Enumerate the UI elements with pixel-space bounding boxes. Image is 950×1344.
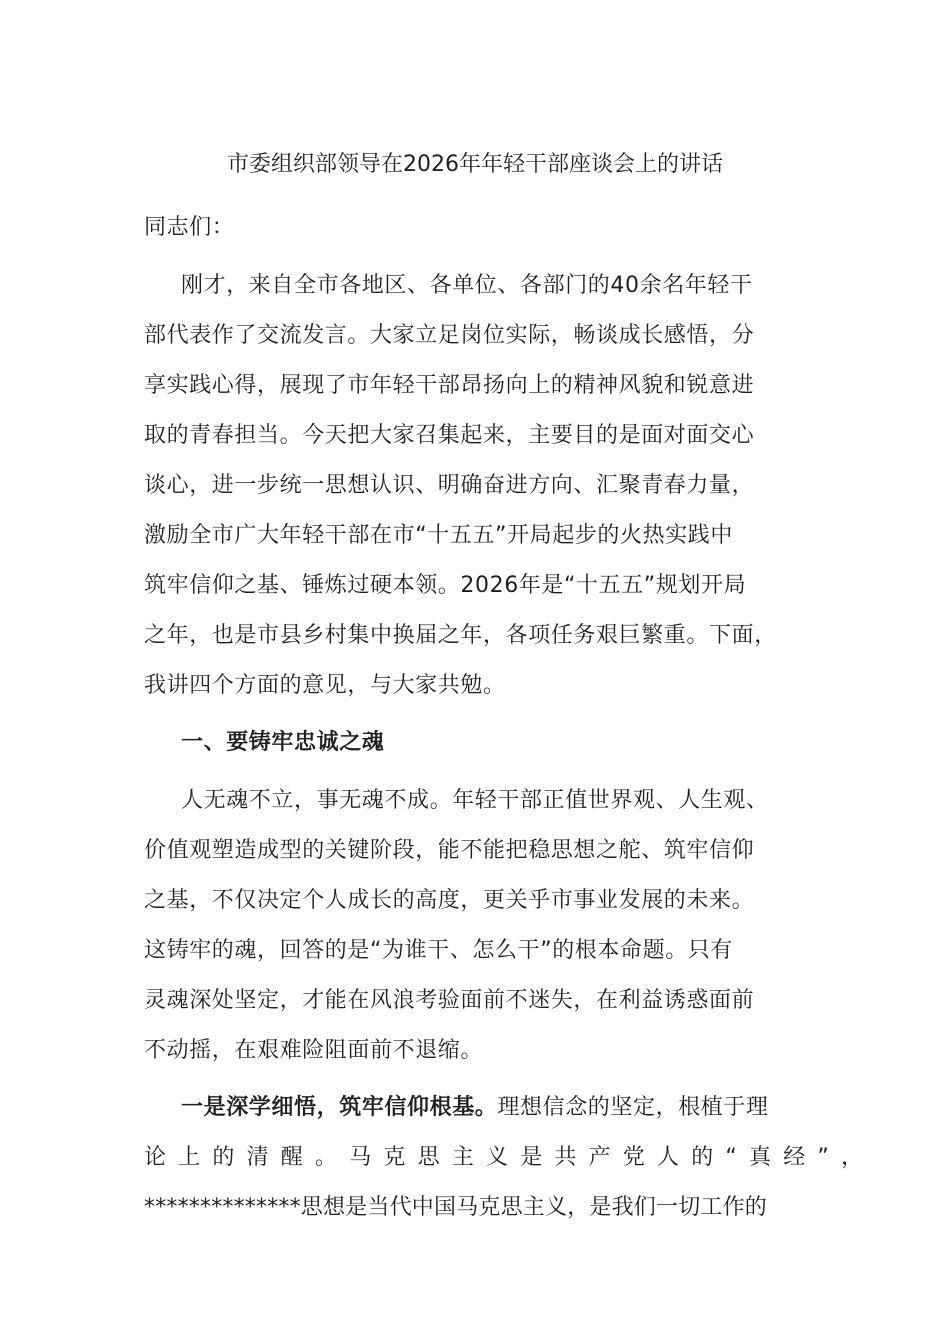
- point-line: **************思想是当代中国马克思主义，是我们一切工作的: [144, 1195, 768, 1220]
- point-paragraph-first-line: [181, 1093, 808, 1123]
- intro-line: 取的青春担当。今天把大家召集起来，主要目的是面对面交心: [144, 423, 755, 448]
- intro-line: 享实践心得，展现了市年轻干部昂扬向上的精神风貌和锐意进: [144, 373, 755, 398]
- document-title: 市委组织部领导在2026年年轻干部座谈会上的讲话: [227, 152, 723, 177]
- section-line: 价值观塑造成型的关键阶段，能不能把稳思想之舵、筑牢信仰: [144, 838, 755, 863]
- intro-line: 之年，也是市县乡村集中换届之年，各项任务艰巨繁重。下面，: [144, 623, 777, 648]
- section-line: 之基，不仅决定个人成长的高度，更关乎市事业发展的未来。: [144, 888, 755, 913]
- intro-line: 我讲四个方面的意见，与大家共勉。: [144, 673, 506, 698]
- intro-line: 激励全市广大年轻干部在市“十五五”开局起步的火热实践中: [144, 523, 733, 548]
- section-line: 灵魂深处坚定，才能在风浪考验面前不迷失，在利益诱惑面前: [144, 988, 755, 1013]
- section-heading: 一、要铸牢忠诚之魂: [181, 730, 385, 755]
- intro-line: 刚才，来自全市各地区、各单位、各部门的40余名年轻干: [181, 273, 753, 298]
- salutation: 同志们：: [144, 215, 235, 240]
- intro-line: 谈心，进一步统一思想认识、明确奋进方向、汇聚青春力量，: [144, 473, 755, 498]
- section-line: 这铸牢的魂，回答的是“为谁干、怎么干”的根本命题。只有: [144, 938, 733, 963]
- point-line: 论上的清醒。马克思主义是共产党人的“真经”，: [144, 1145, 876, 1170]
- section-line: 不动摇，在艰难险阻面前不退缩。: [144, 1038, 484, 1063]
- section-line: 人无魂不立，事无魂不成。年轻干部正值世界观、人生观、: [181, 788, 769, 813]
- point-bold-lead: 一是深学细悟，筑牢信仰根基。: [181, 1095, 498, 1120]
- point-text: 理想信念的坚定，根植于理: [497, 1095, 769, 1120]
- intro-line: 筑牢信仰之基、锤炼过硬本领。2026年是“十五五”规划开局: [144, 573, 747, 598]
- intro-line: 部代表作了交流发言。大家立足岗位实际，畅谈成长感悟，分: [144, 323, 755, 348]
